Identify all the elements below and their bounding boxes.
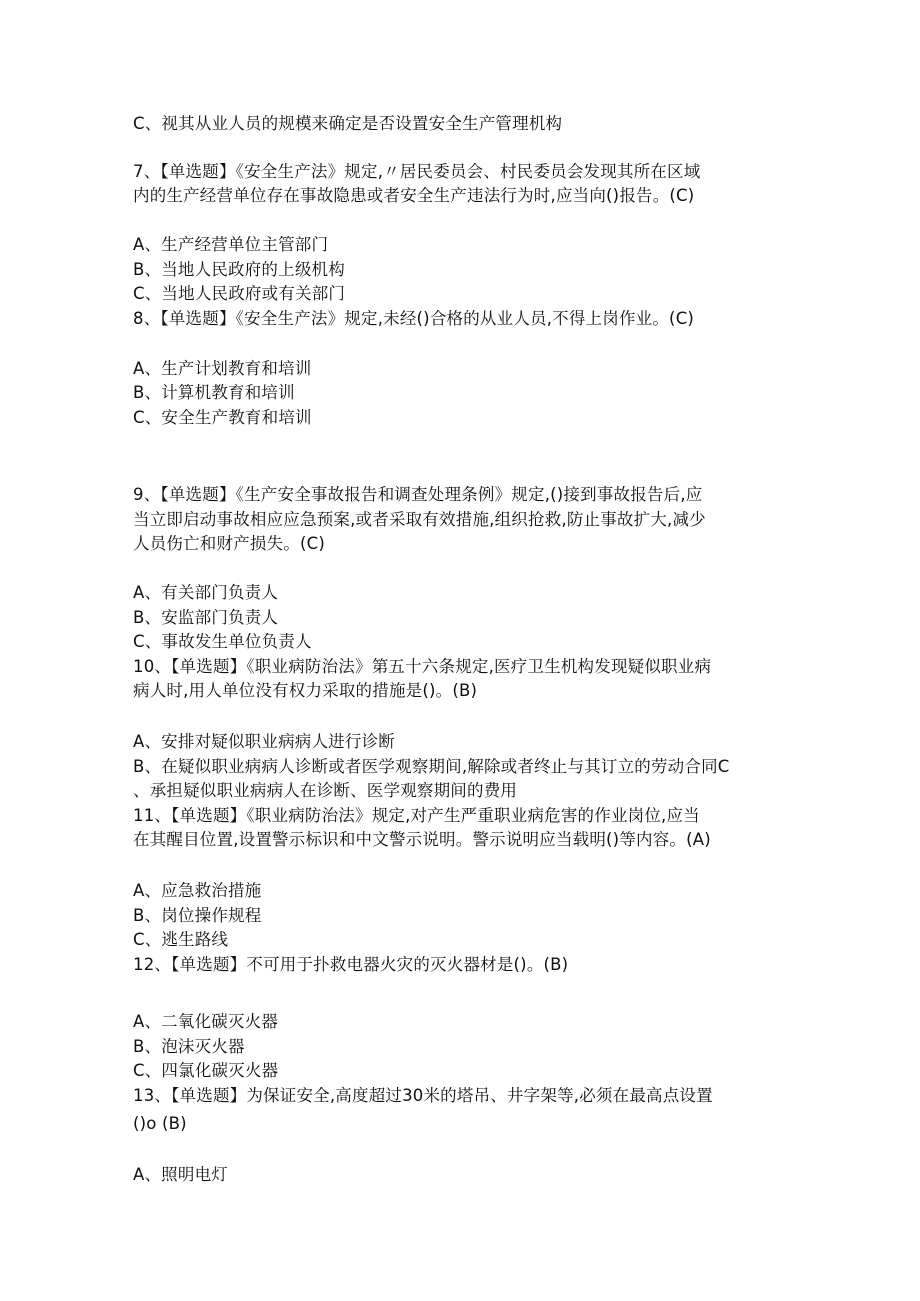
option-line: A、生产计划教育和培训: [133, 359, 312, 378]
question-line: 9、【单选题】《生产安全事故报告和调查处理条例》规定,()接到事故报告后,应: [133, 485, 703, 504]
question-line: 13、【单选题】为保证安全,高度超过30米的塔吊、井字架等,必须在最高点设置: [133, 1086, 713, 1105]
option-line: 、承担疑似职业病病人在诊断、医学观察期间的费用: [133, 781, 518, 800]
option-line: B、当地人民政府的上级机构: [133, 260, 345, 279]
question-line: 10、【单选题】《职业病防治法》第五十六条规定,医疗卫生机构发现疑似职业病: [133, 657, 712, 676]
question-line: 7、【单选题】《安全生产法》规定,〃居民委员会、村民委员会发现其所在区域: [133, 162, 701, 181]
option-line: C、四氯化碳灭火器: [133, 1061, 279, 1080]
option-line: C、事故发生单位负责人: [133, 632, 312, 651]
option-line: B、计算机教育和培训: [133, 383, 295, 402]
question-line: ()o (B): [133, 1114, 187, 1133]
option-line: A、有关部门负责人: [133, 583, 279, 602]
option-line: B、岗位操作规程: [133, 906, 262, 925]
option-line: C、逃生路线: [133, 930, 229, 949]
option-line: A、生产经营单位主管部门: [133, 235, 329, 254]
option-line: A、二氧化碳灭火器: [133, 1012, 279, 1031]
question-line: 11、【单选题】《职业病防治法》规定,对产生严重职业病危害的作业岗位,应当: [133, 806, 700, 825]
question-line: 在其醒目位置,设置警示标识和中文警示说明。警示说明应当载明()等内容。(A): [133, 830, 711, 849]
question-line: 12、【单选题】不可用于扑救电器火灾的灭火器材是()。(B): [133, 955, 569, 974]
question-line: 当立即启动事故相应应急预案,或者采取有效措施,组织抢救,防止事故扩大,减少: [133, 510, 706, 529]
option-line: B、安监部门负责人: [133, 608, 279, 627]
option-line: C、当地人民政府或有关部门: [133, 284, 346, 303]
option-line: B、泡沫灭火器: [133, 1037, 245, 1056]
question-line: 人员伤亡和财产损失。(C): [133, 534, 325, 553]
option-line: A、安排对疑似职业病病人进行诊断: [133, 732, 395, 751]
question-line: 8、【单选题】《安全生产法》规定,未经()合格的从业人员,不得上岗作业。(C): [133, 309, 695, 328]
option-line: C、安全生产教育和培训: [133, 408, 312, 427]
option-line: A、应急救治措施: [133, 881, 262, 900]
option-line: A、照明电灯: [133, 1165, 228, 1184]
question-line: 病人时,用人单位没有权力采取的措施是()。(B): [133, 681, 478, 700]
question-line: 内的生产经营单位存在事故隐患或者安全生产违法行为时,应当向()报告。(C): [133, 186, 695, 205]
option-line: B、在疑似职业病病人诊断或者医学观察期间,解除或者终止与其订立的劳动合同C: [133, 757, 730, 776]
option-line: C、视其从业人员的规模来确定是否设置安全生产管理机构: [133, 114, 563, 133]
